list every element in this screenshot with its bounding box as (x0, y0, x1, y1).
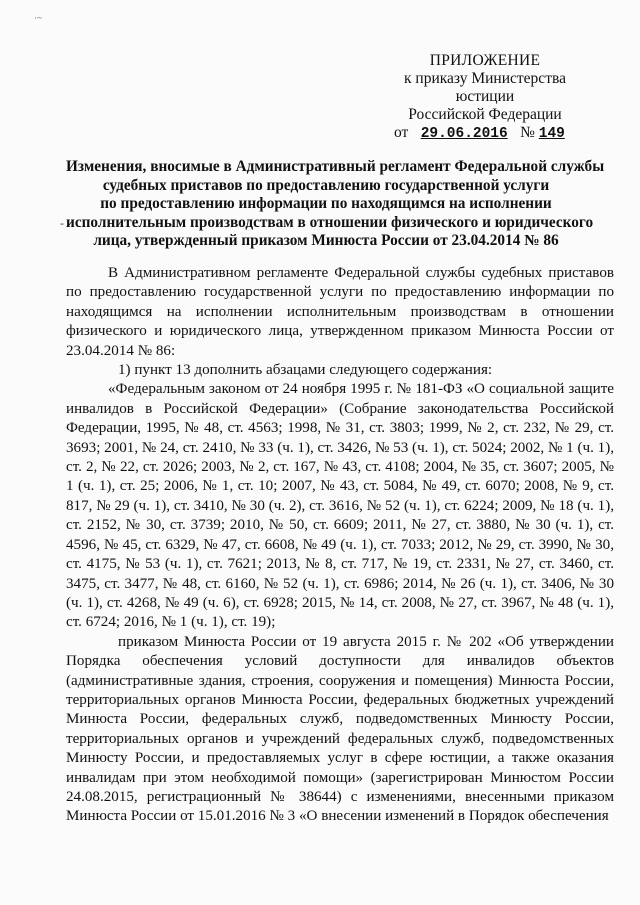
title-line: Изменения, вносимые в Административный регламент Федеральной службы (66, 158, 605, 175)
date-prefix: от (394, 124, 409, 141)
number-prefix: № (520, 124, 535, 141)
title-line: судебных приставов по предоставлению государственной услуги (102, 176, 550, 194)
quote-law-paragraph: «Федеральным законом от 24 ноября 1995 г. № 181-ФЗ «О социальной защите инвалидов в Российской Федерации» (Собрание законодательства Российской Федерации, 1995, № 48, ст. 4563; 1998, № 31, ст. 3803; 1999, № 2, ст. 232, № 29, ст. 3693; 2001, № 24, ст. 2410, № 33 (ч. 1), ст. 3426, № 53 (ч. 1), ст. 5024; 2002, № 1 (ч. 1), ст. 2, № 22, ст. 2026; 2003, № 2, ст. 167, № 43, ст. 4108; 2004, № 35, ст. 3607; 2005, № 1 (ч. 1), ст. 25; 2006, № 1, ст. 10; 2007, № 43, ст. 5084, № 49, ст. 6070; 2008, № 9, ст. 817, № 29 (ч. 1), ст. 3410, № 30 (ч. 2), ст. 3616, № 52 (ч. 1), ст. 6224; 2009, № 18 (ч. 1), ст. 2152, № 30, ст. 3739; 2010, № 50, ст. 6609; 2011, № 27, ст. 3880, № 30 (ч. 1), ст. 4596, № 45, ст. 6329, № 47, ст. 6608, № 49 (ч. 1), ст. 7033; 2012, № 29, ст. 3990, № 30, ст. 4175, № 53 (ч. 1), ст. 7621; 2013, № 8, ст. 717, № 19, ст. 2331, № 27, ст. 3460, ст. 3475, ст. 3477, № 48, ст. 6160, № 52 (ч. 1), ст. 6986; 2014, № 26 (ч. 1), ст. 3406, № 30 (ч. 1), ст. 4268, № 49 (ч. 6), ст. 6928; 2015, № 14, ст. 2008, № 27, ст. 3967, № 48 (ч. 1), ст. 6724; 2016, № 1 (ч. 1), ст. 19); (66, 381, 614, 631)
appendix-ministry-line: Российской Федерации (408, 106, 562, 123)
appendix-date-line (380, 124, 590, 143)
quote-order-paragraph: приказом Минюста России от 19 августа 2015 г. № 202 «Об утверждении Порядка обеспечения условий доступности для инвалидов объектов (административные здания, строения, сооружения и помещения) Минюста России, территориальных органов Минюста России, федеральных бюджетных учреждений Минюста России, федеральных служб, подведомственных Минюсту России, территориальных органов и учреждений федеральных служб, подведомственных Минюсту России, и предоставляемых услуг в сфере юстиции, а также оказания инвалидам при этом необходимой помощи» (зарегистрирован Минюстом России 24.08.2015, регистрационный № 38644) с изменениями, внесенными приказом Минюста России от 15.01.2016 № 3 «О внесении изменений в Порядок обеспечения (66, 633, 614, 825)
document-title (66, 158, 605, 251)
margin-mark: - (60, 216, 64, 230)
appendix-title: ПРИЛОЖЕНИЕ (429, 52, 541, 69)
title-line: лица, утвержденный приказом Минюста России от 23.04.2014 № 86 (93, 232, 559, 250)
order-number-field (539, 124, 601, 143)
title-line: по предоставлению информации по находящимся на исполнении (100, 195, 552, 213)
document-body (66, 264, 614, 827)
appendix-header (380, 52, 590, 143)
scan-speck: ·~ (34, 13, 42, 23)
intro-paragraph: В Административном регламенте Федеральной службы судебных приставов по предоставлению государственной услуги по предоставлению информации по находящимся на исполнении исполнительным производствам в отношении физического и юридического лица, утвержденном приказом Минюста России от 23.04.2014 № 86: (66, 265, 614, 359)
order-date: 29.06.2016 (420, 126, 508, 142)
appendix-order-line: к приказу Министерства юстиции (404, 70, 566, 105)
item-1-paragraph: 1) пункт 13 дополнить абзацами следующего содержания: (118, 362, 493, 379)
order-number: 149 (538, 126, 565, 142)
title-line: исполнительным производствам в отношении физического и юридического (66, 213, 594, 231)
order-date-field (412, 124, 516, 143)
